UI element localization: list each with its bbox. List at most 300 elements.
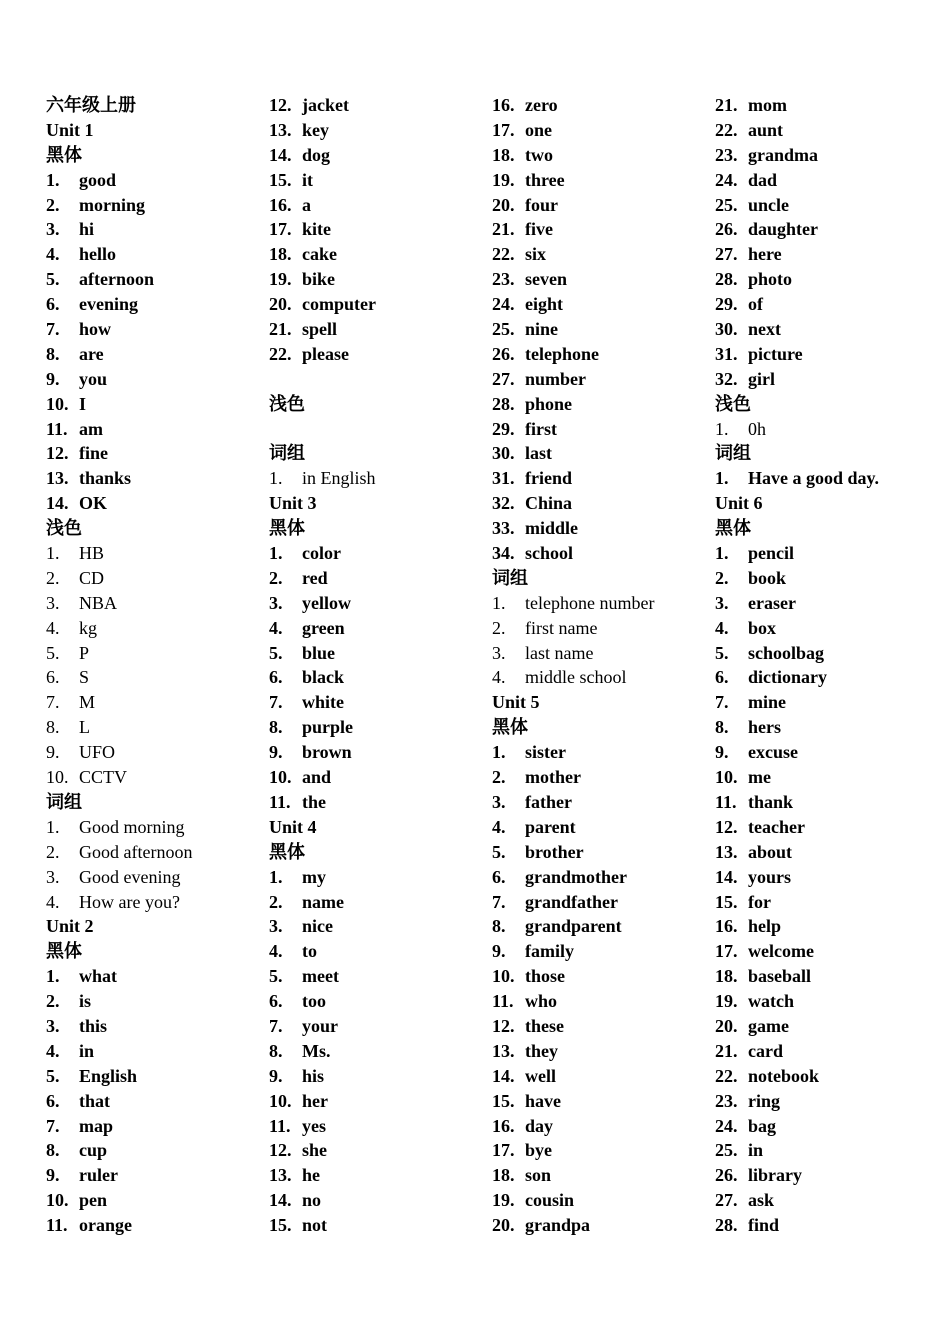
vocab-item — [715, 914, 937, 939]
blank-line — [269, 417, 491, 442]
vocab-item — [46, 491, 268, 516]
item-text: phone — [525, 393, 573, 414]
phrase-item — [46, 740, 268, 765]
item-number: 9. — [46, 1165, 60, 1186]
vocab-item — [269, 964, 491, 989]
vocab-item — [269, 591, 491, 616]
vocab-item — [269, 193, 491, 218]
item-text: these — [525, 1015, 564, 1036]
vocab-item — [46, 1213, 268, 1238]
item-number: 4. — [46, 244, 60, 265]
item-text: How are you? — [79, 891, 180, 912]
vocab-item — [492, 1163, 714, 1188]
item-text: in English — [302, 468, 376, 489]
phrase-item — [46, 890, 268, 915]
vocab-item — [269, 690, 491, 715]
item-number: 11. — [46, 1215, 68, 1236]
item-text: here — [748, 244, 782, 265]
item-text: spell — [302, 319, 338, 340]
item-number: 8. — [46, 717, 60, 738]
item-number: 7. — [492, 891, 506, 912]
item-text: L — [79, 717, 90, 738]
vocab-item — [492, 790, 714, 815]
vocab-item — [269, 989, 491, 1014]
vocab-item — [269, 765, 491, 790]
item-number: 27. — [715, 1190, 738, 1211]
item-number: 29. — [715, 294, 738, 315]
item-number: 15. — [715, 891, 738, 912]
vocab-item — [46, 1188, 268, 1213]
phrase-item — [46, 715, 268, 740]
item-text: in — [79, 1040, 95, 1061]
item-number: 31. — [492, 468, 515, 489]
item-number: 12. — [269, 1140, 292, 1161]
vocab-item — [269, 740, 491, 765]
vocab-item — [492, 815, 714, 840]
vocab-item — [715, 118, 937, 143]
item-text: teacher — [748, 816, 805, 837]
vocab-item — [269, 143, 491, 168]
item-text: kite — [302, 219, 331, 240]
item-number: 7. — [715, 692, 729, 713]
item-number: 19. — [269, 269, 292, 290]
item-text: HB — [79, 543, 105, 564]
item-text: baseball — [748, 966, 812, 987]
item-text: book — [748, 567, 787, 588]
item-number: 20. — [492, 194, 515, 215]
vocab-item — [46, 317, 268, 342]
item-number: 12. — [715, 816, 738, 837]
vocab-item — [46, 1089, 268, 1114]
item-text: how — [79, 319, 112, 340]
item-number: 22. — [269, 343, 292, 364]
vocab-item — [46, 193, 268, 218]
item-text: color — [302, 543, 341, 564]
item-number: 6. — [269, 667, 283, 688]
item-text: too — [302, 991, 326, 1012]
vocab-item — [46, 367, 268, 392]
vocab-item — [46, 417, 268, 442]
item-text: brown — [302, 742, 352, 763]
item-number: 32. — [492, 493, 515, 514]
item-text: first — [525, 418, 557, 439]
item-number: 7. — [46, 1115, 60, 1136]
item-text: UFO — [79, 742, 116, 763]
column-4 — [715, 93, 937, 1238]
item-number: 28. — [715, 269, 738, 290]
item-text: help — [748, 916, 782, 937]
item-text: afternoon — [79, 269, 154, 290]
item-number: 22. — [715, 119, 738, 140]
item-text: card — [748, 1040, 783, 1061]
item-number: 10. — [46, 1190, 69, 1211]
vocab-item — [46, 217, 268, 242]
item-number: 9. — [46, 742, 60, 763]
vocab-item — [492, 516, 714, 541]
section-heading: 浅色 — [269, 393, 305, 414]
item-number: 2. — [46, 194, 60, 215]
item-text: blue — [302, 642, 336, 663]
item-text: purple — [302, 717, 354, 738]
item-number: 4. — [492, 816, 506, 837]
item-number: 2. — [269, 567, 283, 588]
item-text: daughter — [748, 219, 819, 240]
item-number: 1. — [492, 742, 506, 763]
item-text: are — [79, 343, 104, 364]
item-text: son — [525, 1165, 552, 1186]
item-text: friend — [525, 468, 572, 489]
item-text: OK — [79, 493, 108, 514]
vocab-item — [492, 217, 714, 242]
item-text: hello — [79, 244, 117, 265]
item-text: watch — [748, 991, 794, 1012]
vocab-item — [269, 914, 491, 939]
section-heading: Unit 1 — [46, 119, 94, 140]
phrase-item — [269, 466, 491, 491]
item-number: 9. — [269, 1065, 283, 1086]
item-number: 3. — [269, 916, 283, 937]
vocab-item — [715, 267, 937, 292]
vocab-item — [715, 665, 937, 690]
item-text: P — [79, 642, 90, 663]
item-number: 5. — [46, 1065, 60, 1086]
item-text: six — [525, 244, 547, 265]
vocab-item — [269, 217, 491, 242]
vocab-item — [492, 740, 714, 765]
item-text: red — [302, 567, 328, 588]
item-number: 31. — [715, 343, 738, 364]
vocab-item — [269, 1114, 491, 1139]
phrase-item — [46, 840, 268, 865]
item-number: 11. — [269, 791, 291, 812]
section-heading: Unit 3 — [269, 493, 317, 514]
item-number: 12. — [269, 95, 292, 115]
phrase-item — [715, 417, 937, 442]
item-number: 4. — [492, 667, 506, 688]
item-text: last name — [525, 642, 594, 663]
vocab-item — [46, 1064, 268, 1089]
item-text: pen — [79, 1190, 108, 1211]
item-number: 10. — [46, 393, 69, 414]
phrase-item — [46, 865, 268, 890]
item-number: 16. — [492, 1115, 515, 1136]
vocab-item — [46, 1114, 268, 1139]
item-number: 21. — [269, 319, 292, 340]
item-text: English — [79, 1065, 138, 1086]
vocab-item — [492, 242, 714, 267]
item-text: ring — [748, 1090, 781, 1111]
item-text: S — [79, 667, 90, 688]
vocab-item — [715, 641, 937, 666]
item-text: CD — [79, 567, 105, 588]
vocab-item — [46, 292, 268, 317]
item-number: 29. — [492, 418, 515, 439]
item-number: 24. — [492, 294, 515, 315]
item-number: 24. — [715, 169, 738, 190]
vocab-item — [715, 616, 937, 641]
item-number: 4. — [269, 617, 283, 638]
item-number: 2. — [46, 841, 60, 862]
item-number: 6. — [269, 991, 283, 1012]
item-number: 11. — [269, 1115, 291, 1136]
item-number: 14. — [269, 144, 292, 165]
item-text: cousin — [525, 1190, 575, 1211]
item-text: first name — [525, 617, 598, 638]
vocab-item — [492, 865, 714, 890]
item-number: 32. — [715, 368, 738, 389]
vocab-item — [269, 1014, 491, 1039]
item-number: 7. — [46, 692, 60, 713]
item-number: 9. — [715, 742, 729, 763]
item-text: ruler — [79, 1165, 118, 1186]
section-heading: Unit 4 — [269, 816, 317, 837]
item-number: 19. — [492, 169, 515, 190]
vocab-item — [269, 242, 491, 267]
item-text: hi — [79, 219, 95, 240]
item-text: morning — [79, 194, 146, 215]
vocab-item — [715, 865, 937, 890]
vocab-item — [269, 1163, 491, 1188]
item-number: 3. — [269, 592, 283, 613]
item-text: school — [525, 543, 574, 564]
item-text: me — [748, 767, 771, 788]
item-number: 22. — [715, 1065, 738, 1086]
vocab-item — [715, 790, 937, 815]
item-number: 6. — [46, 667, 60, 688]
vocab-item — [269, 93, 491, 118]
item-text: black — [302, 667, 345, 688]
vocab-item — [269, 267, 491, 292]
column-3 — [492, 93, 714, 1238]
item-number: 23. — [492, 269, 515, 290]
item-number: 25. — [715, 1140, 738, 1161]
item-text: number — [525, 368, 587, 389]
item-text: box — [748, 617, 777, 638]
vocab-item — [46, 1039, 268, 1064]
vocab-item — [715, 93, 937, 118]
item-number: 3. — [46, 592, 60, 613]
section-heading: Unit 2 — [46, 916, 94, 937]
item-text: kg — [79, 617, 97, 638]
section-heading: 六年级上册 — [46, 95, 136, 115]
item-number: 26. — [715, 1165, 738, 1186]
item-number: 6. — [492, 866, 506, 887]
section-heading: 黑体 — [269, 841, 305, 862]
item-text: grandfather — [525, 891, 618, 912]
phrase-item — [492, 641, 714, 666]
item-text: is — [79, 991, 92, 1012]
phrase-item — [46, 616, 268, 641]
item-number: 23. — [715, 1090, 738, 1111]
item-text: Good evening — [79, 866, 181, 887]
item-number: 21. — [715, 95, 738, 115]
item-text: her — [302, 1090, 328, 1111]
phrase-item — [46, 641, 268, 666]
vocab-item — [715, 815, 937, 840]
vocab-item — [715, 1163, 937, 1188]
item-text: cup — [79, 1140, 108, 1161]
item-text: welcome — [748, 941, 814, 962]
item-text: China — [525, 493, 573, 514]
item-number: 21. — [492, 219, 515, 240]
item-text: mother — [525, 767, 581, 788]
item-text: uncle — [748, 194, 790, 215]
vocab-item — [492, 989, 714, 1014]
item-number: 17. — [492, 1140, 515, 1161]
item-number: 13. — [46, 468, 69, 489]
item-number: 16. — [269, 194, 292, 215]
vocab-item — [269, 1138, 491, 1163]
vocab-item — [715, 193, 937, 218]
vocab-item — [492, 1114, 714, 1139]
vocab-item — [715, 367, 937, 392]
vocab-item — [492, 292, 714, 317]
item-text: Good afternoon — [79, 841, 193, 862]
item-text: it — [302, 169, 313, 190]
vocab-item — [492, 466, 714, 491]
vocab-item — [492, 491, 714, 516]
section-heading: 黑体 — [46, 144, 82, 165]
vocab-item — [269, 317, 491, 342]
vocab-item — [269, 1213, 491, 1238]
item-text: grandparent — [525, 916, 622, 937]
phrase-item — [46, 690, 268, 715]
item-number: 9. — [269, 742, 283, 763]
item-number: 34. — [492, 543, 515, 564]
item-number: 7. — [46, 319, 60, 340]
vocab-item — [492, 168, 714, 193]
phrase-item — [46, 765, 268, 790]
vocab-item — [715, 466, 937, 491]
vocab-item — [715, 890, 937, 915]
item-text: father — [525, 791, 572, 812]
item-text: cake — [302, 244, 337, 265]
item-number: 20. — [492, 1215, 515, 1236]
vocab-item — [715, 143, 937, 168]
item-text: of — [748, 294, 763, 315]
item-number: 5. — [269, 966, 283, 987]
item-text: CCTV — [79, 767, 128, 788]
item-number: 14. — [269, 1190, 292, 1211]
item-text: girl — [748, 368, 775, 389]
item-text: she — [302, 1140, 328, 1161]
phrase-item — [46, 541, 268, 566]
item-text: bye — [525, 1140, 552, 1161]
vocab-item — [492, 964, 714, 989]
item-text: fine — [79, 443, 108, 464]
item-text: those — [525, 966, 565, 987]
item-number: 5. — [492, 841, 506, 862]
item-text: dad — [748, 169, 778, 190]
vocab-item — [46, 168, 268, 193]
vocab-item — [492, 392, 714, 417]
item-text: he — [302, 1165, 320, 1186]
item-number: 12. — [46, 443, 69, 464]
item-number: 16. — [492, 95, 515, 115]
column-1 — [46, 93, 268, 1238]
item-number: 30. — [492, 443, 515, 464]
vocab-item — [715, 1114, 937, 1139]
item-number: 12. — [492, 1015, 515, 1036]
item-number: 8. — [269, 1040, 283, 1061]
item-text: thank — [748, 791, 794, 812]
section-heading: Unit 5 — [492, 692, 540, 713]
item-number: 18. — [492, 1165, 515, 1186]
phrase-item — [46, 566, 268, 591]
vocab-item — [492, 541, 714, 566]
vocab-item — [715, 840, 937, 865]
item-text: your — [302, 1015, 338, 1036]
vocab-item — [269, 790, 491, 815]
vocab-item — [269, 715, 491, 740]
vocab-item — [46, 1163, 268, 1188]
item-number: 1. — [269, 543, 283, 564]
item-number: 5. — [269, 642, 283, 663]
item-number: 15. — [269, 1215, 292, 1236]
item-number: 2. — [269, 891, 283, 912]
vocab-item — [269, 1064, 491, 1089]
vocab-item — [492, 267, 714, 292]
item-text: eraser — [748, 592, 796, 613]
item-text: computer — [302, 294, 376, 315]
item-number: 8. — [715, 717, 729, 738]
item-number: 27. — [715, 244, 738, 265]
item-text: five — [525, 219, 553, 240]
item-number: 1. — [715, 418, 729, 439]
item-text: that — [79, 1090, 110, 1111]
item-number: 4. — [46, 617, 60, 638]
vocab-item — [492, 367, 714, 392]
item-text: nine — [525, 319, 559, 340]
item-text: the — [302, 791, 326, 812]
vocab-item — [715, 939, 937, 964]
vocab-item — [492, 193, 714, 218]
vocab-item — [715, 1138, 937, 1163]
vocab-item — [492, 1014, 714, 1039]
item-number: 20. — [269, 294, 292, 315]
vocab-item — [269, 665, 491, 690]
item-number: 10. — [46, 767, 69, 788]
item-number: 2. — [492, 767, 506, 788]
item-number: 11. — [715, 791, 737, 812]
item-text: thanks — [79, 468, 132, 489]
item-number: 13. — [269, 1165, 292, 1186]
vocab-item — [715, 1089, 937, 1114]
vocab-item — [492, 840, 714, 865]
item-number: 19. — [715, 991, 738, 1012]
item-text: and — [302, 767, 332, 788]
item-text: yellow — [302, 592, 351, 613]
vocab-item — [46, 267, 268, 292]
item-text: yes — [302, 1115, 326, 1136]
item-number: 15. — [492, 1090, 515, 1111]
item-number: 3. — [492, 642, 506, 663]
item-text: grandma — [748, 144, 819, 165]
item-text: white — [302, 692, 344, 713]
section-heading: 黑体 — [46, 941, 82, 962]
section-heading: 词组 — [715, 443, 751, 464]
item-number: 3. — [46, 1015, 60, 1036]
item-text: middle — [525, 518, 579, 539]
vocab-item — [492, 1213, 714, 1238]
item-text: Have a good day. — [748, 468, 880, 489]
vocab-item — [269, 616, 491, 641]
item-number: 8. — [269, 717, 283, 738]
item-number: 26. — [715, 219, 738, 240]
item-text: a — [302, 194, 311, 215]
vocab-item — [46, 392, 268, 417]
item-number: 1. — [46, 543, 60, 564]
